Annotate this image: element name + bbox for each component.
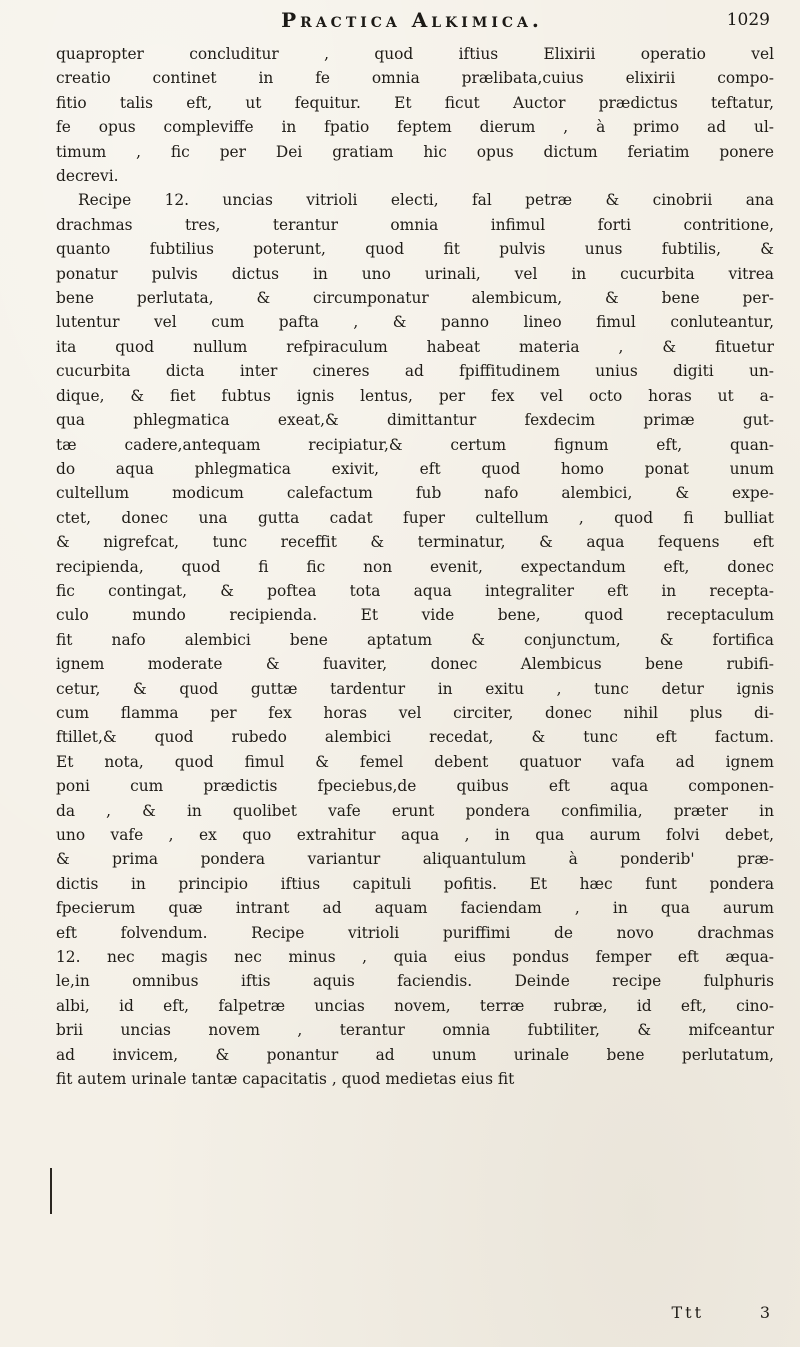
text-line: timum , fic per Dei gratiam hic opus dictum feriatim ponere — [56, 142, 774, 161]
text-line: cetur, & quod guttæ tardentur in exitu , tunc detur ignis — [56, 679, 774, 698]
text-line: fitio talis eft, ut fequitur. Et ficut Auctor prædictus teftatur, — [56, 93, 774, 112]
text-line: cultellum modicum calefactum fub nafo alembici, & expe- — [56, 484, 774, 503]
catchword: 3 — [759, 1303, 770, 1322]
text-line: albi, id eft, falpetræ uncias novem, terræ rubræ, id eft, cino- — [56, 996, 774, 1015]
text-line: 12. nec magis nec minus , quia eius pondus femper eft æqua- — [56, 948, 774, 967]
paragraph-1 — [56, 42, 774, 188]
text-line: ignem moderate & fuaviter, donec Alembicus bene rubifi- — [56, 655, 774, 674]
text-line: do aqua phlegmatica exivit, eft quod homo ponat unum — [56, 459, 774, 478]
page-header — [50, 8, 774, 38]
signature-mark: Ttt — [671, 1303, 704, 1322]
text-line: brii uncias novem , terantur omnia fubtiliter, & mifceantur — [56, 1021, 774, 1040]
running-title: Practica Alkimica. — [281, 8, 543, 32]
text-line: dique, & fiet fubtus ignis lentus, per fex vel octo horas ut a- — [56, 386, 774, 405]
text-line: quapropter concluditur , quod iftius Elixirii operatio vel — [56, 45, 774, 63]
page-number: 1029 — [726, 10, 770, 30]
text-line: le,in omnibus iftis aquis faciendis. Deinde recipe fulphuris — [56, 972, 774, 991]
text-line: ftillet,& quod rubedo alembici recedat, & tunc eft factum. — [56, 728, 774, 747]
text-line: dictis in principio iftius capituli pofitis. Et hæc funt pondera — [56, 874, 774, 893]
text-line: poni cum prædictis fpeciebus,de quibus eft aqua componen- — [56, 777, 774, 796]
text-line: ad invicem, & ponantur ad unum urinale bene perlutatum, — [56, 1045, 774, 1064]
text-line: tæ cadere,antequam recipiatur,& certum fignum eft, quan- — [56, 435, 774, 454]
text-line: ctet, donec una gutta cadat fuper cultellum , quod fi bulliat — [56, 508, 774, 527]
text-line: fe opus compleviffe in fpatio feptem dierum , à primo ad ul- — [56, 118, 774, 137]
text-line: Recipe 12. uncias vitrioli electi, fal petræ & cinobrii ana — [78, 191, 774, 210]
text-line: cucurbita dicta inter cineres ad fpiffitudinem unius digiti un- — [56, 362, 774, 381]
text-line: creatio continet in fe omnia prælibata,cuius elixirii compo- — [56, 69, 774, 88]
text-body — [56, 42, 774, 1091]
text-line: fpecierum quæ intrant ad aquam faciendam , in qua aurum — [56, 899, 774, 918]
text-line: drachmas tres, terantur omnia infimul forti contritione, — [56, 215, 774, 234]
text-line: ponatur pulvis dictus in uno urinali, vel in cucurbita vitrea — [56, 264, 774, 283]
text-line: recipienda, quod fi fic non evenit, expectandum eft, donec — [56, 557, 774, 576]
text-line: fic contingat, & poftea tota aqua integraliter eft in recepta- — [56, 581, 774, 600]
paragraph-2 — [56, 188, 774, 1091]
text-line: Et nota, quod fimul & femel debent quatuor vafa ad ignem — [56, 752, 774, 771]
text-line: decrevi. — [56, 167, 119, 186]
margin-mark — [50, 1168, 52, 1214]
text-line: qua phlegmatica exeat,& dimittantur fexdecim primæ gut- — [56, 411, 774, 430]
text-line: uno vafe , ex quo extrahitur aqua , in qua aurum folvi debet, — [56, 826, 774, 844]
text-line: lutentur vel cum pafta , & panno lineo fimul conluteantur, — [56, 313, 774, 332]
text-line: fit nafo alembici bene aptatum & conjunctum, & fortifica — [56, 630, 774, 649]
text-line: cum flamma per fex horas vel circiter, donec nihil plus di- — [56, 703, 774, 722]
text-line: quanto fubtilius poterunt, quod fit pulvis unus fubtilis, & — [56, 240, 774, 259]
text-line: ita quod nullum refpiraculum habeat materia , & fituetur — [56, 337, 774, 356]
page-footer — [56, 1303, 774, 1329]
text-line: eft folvendum. Recipe vitrioli puriffimi de novo drachmas — [56, 923, 774, 942]
text-line: bene perlutata, & circumponatur alembicum, & bene per- — [56, 289, 774, 308]
text-line: da , & in quolibet vafe erunt pondera confimilia, præter in — [56, 801, 774, 820]
text-line: & nigrefcat, tunc receffit & terminatur, & aqua fequens eft — [56, 533, 774, 552]
text-line: fit autem urinale tantæ capacitatis , quod medietas eius fit — [56, 1070, 515, 1089]
text-line: culo mundo recipienda. Et vide bene, quod receptaculum — [56, 606, 774, 625]
text-line: & prima pondera variantur aliquantulum à ponderib' præ- — [56, 850, 774, 869]
